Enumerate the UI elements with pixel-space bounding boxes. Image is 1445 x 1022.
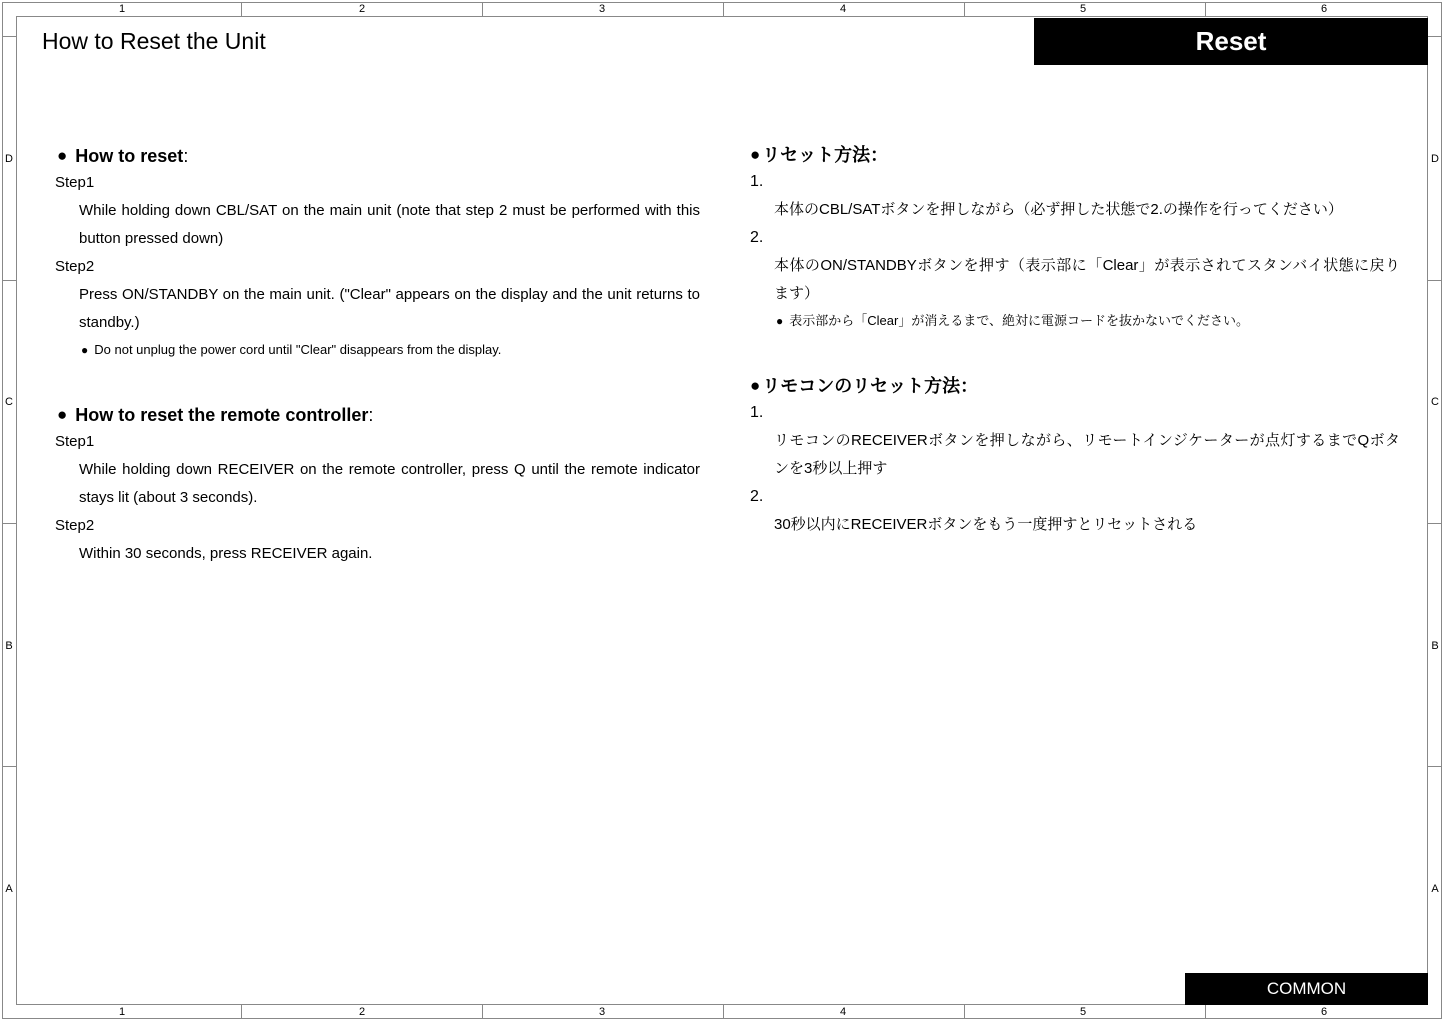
row-letter: B [1431,640,1439,652]
column-number: 3 [598,3,606,15]
grid-tick [1205,1005,1206,1018]
grid-tick [1205,3,1206,16]
heading-colon: : [368,405,374,425]
row-letter: A [5,883,13,895]
column-number: 1 [118,3,126,15]
note-text: 表示部から「Clear」が消えるまで、絶対に電源コードを抜かないでください。 [789,313,1250,328]
row-letter: A [1431,883,1439,895]
jp-reset-heading [750,142,1400,168]
row-letter: B [5,640,13,652]
column-number: 6 [1320,1006,1328,1018]
note [81,337,700,363]
step-text: 本体のON/STANDBYボタンを押す（表示部に「Clear」が表示されてスタンバイ状態に戻ります） [774,257,1400,302]
grid-tick [3,766,16,767]
grid-tick [3,280,16,281]
step-text: While holding down RECEIVER on the remote controller, press Q until the remote indicator stays lit (about 3 seconds). [79,461,700,506]
grid-tick [1428,766,1441,767]
grid-tick [723,3,724,16]
row-letter: C [1431,396,1439,408]
row-letter: D [1431,153,1439,165]
column-number: 3 [598,1006,606,1018]
step-text: Press ON/STANDBY on the main unit. ("Clear" appears on the display and the unit returns to standby.) [79,286,700,331]
row-letter: D [5,153,13,165]
grid-tick [964,3,965,16]
reset-heading-text: How to reset [75,146,184,166]
remote-heading-text: How to reset the remote controller [75,405,369,425]
step-number: 2. [750,229,764,246]
grid-tick [3,36,16,37]
step-text: Within 30 seconds, press RECEIVER again. [79,545,373,562]
heading-colon: : [183,146,189,166]
bullet-icon: ● [57,405,68,424]
step-label: Step1 [55,433,95,450]
bullet-icon: ● [776,314,784,328]
bullet-icon: ● [81,343,89,357]
reset-heading [55,143,700,169]
step-text: While holding down CBL/SAT on the main unit (note that step 2 must be performed with this button pressed down) [79,202,700,247]
step-text: リモコンのRECEIVERボタンを押しながら、リモートインジケーターが点灯するまでQボタンを3秒以上押す [774,432,1400,477]
japanese-column [750,142,1400,539]
jp-remote-heading-text: リモコンのリセット方法： [762,376,979,396]
column-number: 6 [1320,3,1328,15]
grid-tick [482,1005,483,1018]
note-text: Do not unplug the power cord until "Clear" disappears from the display. [94,342,502,357]
grid-tick [241,1005,242,1018]
grid-tick [723,1005,724,1018]
step-label: Step2 [55,258,95,275]
english-column [55,143,700,568]
column-number: 5 [1079,3,1087,15]
bullet-icon: ● [57,146,68,165]
step-number: 1. [750,173,764,190]
footer-tab-label: COMMON [1266,979,1347,998]
grid-tick [1428,523,1441,524]
note [776,308,1400,334]
step-number: 1. [750,404,764,421]
bullet-icon: ● [750,145,761,164]
jp-reset-heading-text: リセット方法： [762,145,889,165]
step-label: Step2 [55,517,95,534]
grid-tick [3,523,16,524]
section-tab-label: Reset [1195,26,1267,56]
column-number: 1 [118,1006,126,1018]
column-number: 4 [839,3,847,15]
grid-tick [964,1005,965,1018]
remote-reset-heading [55,402,700,428]
grid-tick [482,3,483,16]
page-title: How to Reset the Unit [42,28,266,54]
section-tab [1034,18,1428,65]
step-text: 30秒以内にRECEIVERボタンをもう一度押すとリセットされる [774,516,1198,533]
column-number: 2 [358,3,366,15]
step-text: 本体のCBL/SATボタンを押しながら（必ず押した状態で2.の操作を行ってください） [774,201,1343,218]
column-number: 4 [839,1006,847,1018]
column-number: 5 [1079,1006,1087,1018]
row-letter: C [5,396,13,408]
step-label: Step1 [55,174,95,191]
bullet-icon: ● [750,376,761,395]
footer-tab [1185,973,1428,1005]
grid-tick [1428,36,1441,37]
jp-remote-heading [750,373,1400,399]
grid-tick [241,3,242,16]
step-number: 2. [750,488,764,505]
grid-tick [1428,280,1441,281]
column-number: 2 [358,1006,366,1018]
